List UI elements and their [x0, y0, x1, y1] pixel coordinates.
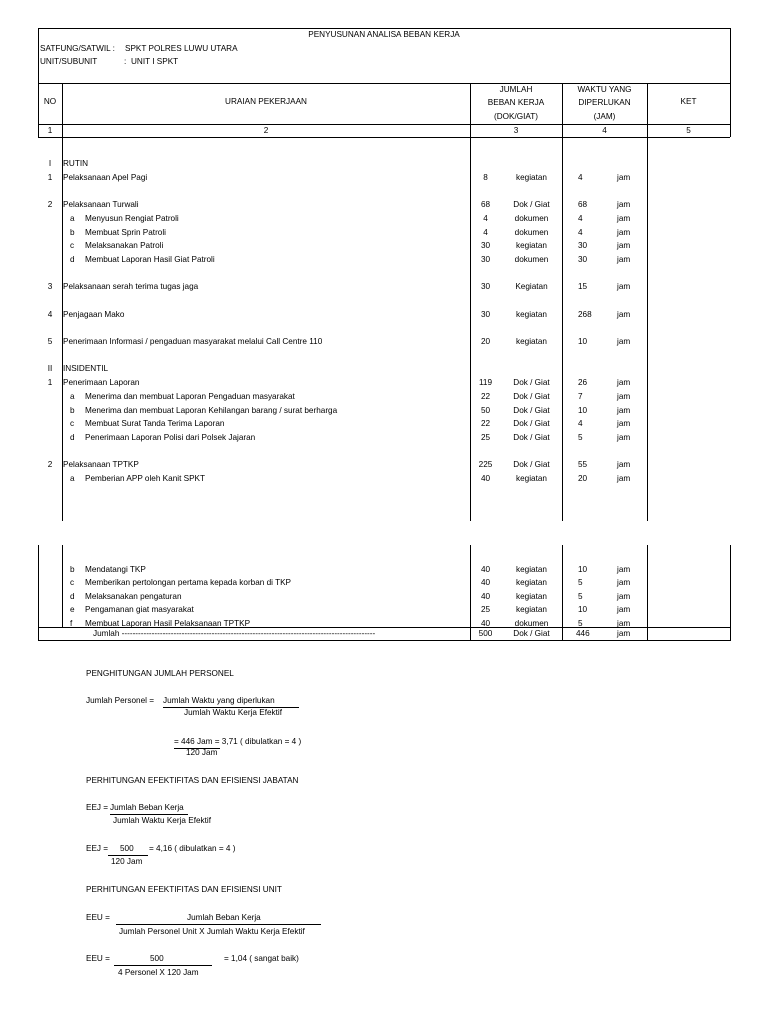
row-no: 4: [47, 310, 53, 319]
total-label: Jumlah ---------------------------------------------------------------------------------------------: [93, 629, 376, 638]
row-satuan: Dok / Giat: [513, 378, 550, 387]
row-jam: jam: [617, 460, 631, 469]
row-waktu: 4: [578, 214, 583, 223]
col-no-header: NO: [43, 97, 57, 106]
row-jumlah: 25: [480, 605, 491, 614]
eeu-lhs: EEU =: [86, 913, 110, 922]
row-jumlah: 40: [480, 578, 491, 587]
row-jumlah: 40: [480, 619, 491, 628]
row-waktu: 5: [578, 592, 583, 601]
row-jam: jam: [617, 406, 631, 415]
eeu2-denominator: 4 Personel X 120 Jam: [118, 968, 199, 977]
row-uraian: RUTIN: [63, 159, 89, 168]
row-sub: a: [70, 392, 75, 401]
row-satuan: kegiatan: [516, 337, 547, 346]
row-waktu: 10: [578, 337, 588, 346]
row-jumlah: 22: [480, 419, 491, 428]
row-satuan: kegiatan: [516, 592, 547, 601]
row-uraian: Pengamanan giat masyarakat: [85, 605, 194, 614]
row-satuan: kegiatan: [516, 565, 547, 574]
personel-result: = 446 Jam = 3,71 ( dibulatkan = 4 ): [174, 737, 302, 746]
row-uraian: INSIDENTIL: [63, 364, 109, 373]
row-waktu: 55: [578, 460, 588, 469]
personel-numerator: Jumlah Waktu yang diperlukan: [163, 696, 275, 705]
unit-value: UNIT I SPKT: [131, 57, 179, 66]
row-jam: jam: [617, 173, 631, 182]
total-jam: jam: [617, 629, 631, 638]
col-number-4: 4: [602, 126, 607, 135]
row-satuan: Dok / Giat: [513, 406, 550, 415]
row-jam: jam: [617, 214, 631, 223]
row-jam: jam: [617, 392, 631, 401]
row-jumlah: 4: [483, 214, 488, 223]
row-waktu: 30: [578, 241, 588, 250]
total-satuan: Dok / Giat: [513, 629, 550, 638]
row-uraian: Menerima dan membuat Laporan Pengaduan masyarakat: [85, 392, 295, 401]
row-satuan: dokumen: [514, 214, 549, 223]
row-uraian: Pelaksanaan TPTKP: [63, 460, 139, 469]
unit-label: UNIT/SUBUNIT: [40, 57, 98, 66]
col-number-1: 1: [47, 126, 53, 135]
row-waktu: 5: [578, 578, 583, 587]
row-jumlah: 50: [480, 406, 491, 415]
row-satuan: dokumen: [514, 255, 549, 264]
row-waktu: 4: [578, 173, 583, 182]
row-uraian: Menerima dan membuat Laporan Kehilangan barang / surat berharga: [85, 406, 338, 415]
row-sub: f: [70, 619, 73, 628]
eej-numerator: Jumlah Beban Kerja: [110, 803, 184, 812]
row-jumlah: 225: [478, 460, 493, 469]
row-sub: c: [70, 419, 75, 428]
row-uraian: Melaksanakan pengaturan: [85, 592, 182, 601]
col-number-5: 5: [686, 126, 691, 135]
row-jumlah: 25: [480, 433, 491, 442]
row-jam: jam: [617, 578, 631, 587]
row-jam: jam: [617, 337, 631, 346]
personel-result-den: 120 Jam: [186, 748, 218, 757]
row-jam: jam: [617, 378, 631, 387]
row-sub: a: [70, 474, 75, 483]
row-sub: e: [70, 605, 75, 614]
row-uraian: Penerimaan Informasi / pengaduan masyarakat melalui Call Centre 110: [63, 337, 323, 346]
row-jumlah: 30: [480, 255, 491, 264]
row-waktu: 20: [578, 474, 588, 483]
row-sub: c: [70, 578, 75, 587]
row-uraian: Mendatangi TKP: [85, 565, 146, 574]
row-satuan: kegiatan: [516, 241, 547, 250]
row-waktu: 10: [578, 406, 588, 415]
row-jumlah: 40: [480, 565, 491, 574]
eeu2-lhs: EEU =: [86, 954, 110, 963]
row-jumlah: 30: [480, 310, 491, 319]
col-ket-header: KET: [680, 97, 697, 106]
row-sub: b: [70, 565, 75, 574]
row-waktu: 68: [578, 200, 588, 209]
eej2-lhs: EEJ =: [86, 844, 109, 853]
row-jam: jam: [617, 592, 631, 601]
row-uraian: Membuat Laporan Hasil Pelaksanaan TPTKP: [85, 619, 251, 628]
row-no: I: [48, 159, 52, 168]
row-waktu: 10: [578, 605, 588, 614]
row-waktu: 26: [578, 378, 588, 387]
row-satuan: Dok / Giat: [513, 392, 550, 401]
row-jumlah: 40: [480, 474, 491, 483]
row-sub: b: [70, 406, 75, 415]
col-waktu-header-2: DIPERLUKAN: [578, 98, 631, 107]
row-jumlah: 68: [480, 200, 491, 209]
row-satuan: Dok / Giat: [513, 200, 550, 209]
row-jam: jam: [617, 605, 631, 614]
eeu-numerator: Jumlah Beban Kerja: [187, 913, 261, 922]
row-sub: d: [70, 433, 75, 442]
row-satuan: kegiatan: [516, 474, 547, 483]
eej2-result: = 4,16 ( dibulatkan = 4 ): [149, 844, 236, 853]
row-waktu: 4: [578, 228, 583, 237]
row-no: 1: [47, 378, 53, 387]
row-jam: jam: [617, 433, 631, 442]
unit-separator: :: [124, 57, 127, 66]
personel-denominator: Jumlah Waktu Kerja Efektif: [184, 708, 282, 717]
eeu-title: PERHITUNGAN EFEKTIFITAS DAN EFISIENSI UNIT: [86, 885, 282, 894]
eeu2-result: = 1,04 ( sangat baik): [224, 954, 299, 963]
row-jam: jam: [617, 228, 631, 237]
row-uraian: Pelaksanaan serah terima tugas jaga: [63, 282, 199, 291]
row-no: 1: [47, 173, 53, 182]
row-satuan: dokumen: [514, 228, 549, 237]
row-no: 2: [47, 200, 53, 209]
row-satuan: Dok / Giat: [513, 419, 550, 428]
row-satuan: Dok / Giat: [513, 460, 550, 469]
row-no: 3: [47, 282, 53, 291]
row-uraian: Melaksanakan Patroli: [85, 241, 164, 250]
col-waktu-header-1: WAKTU YANG: [577, 85, 632, 94]
row-satuan: Dok / Giat: [513, 433, 550, 442]
row-jumlah: 40: [480, 592, 491, 601]
row-uraian: Penjagaan Mako: [63, 310, 125, 319]
col-number-2: 2: [263, 126, 269, 135]
row-jumlah: 30: [480, 282, 491, 291]
eej2-denominator: 120 Jam: [111, 857, 143, 866]
row-jam: jam: [617, 474, 631, 483]
row-uraian: Memberikan pertolongan pertama kepada korban di TKP: [85, 578, 292, 587]
document-title: PENYUSUNAN ANALISA BEBAN KERJA: [308, 30, 460, 39]
row-jumlah: 4: [483, 228, 488, 237]
row-jam: jam: [617, 255, 631, 264]
row-uraian: Pelaksanaan Apel Pagi: [63, 173, 148, 182]
row-waktu: 10: [578, 565, 588, 574]
row-waktu: 5: [578, 619, 583, 628]
row-uraian: Pelaksanaan Turwali: [63, 200, 139, 209]
row-waktu: 15: [578, 282, 588, 291]
row-jam: jam: [617, 200, 631, 209]
row-uraian: Penerimaan Laporan Polisi dari Polsek Jajaran: [85, 433, 256, 442]
eej-denominator: Jumlah Waktu Kerja Efektif: [113, 816, 211, 825]
satfung-value: SPKT POLRES LUWU UTARA: [125, 44, 238, 53]
eeu2-numerator: 500: [150, 954, 164, 963]
col-uraian-header: URAIAN PEKERJAAN: [225, 97, 307, 106]
col-jumlah-header-1: JUMLAH: [499, 85, 533, 94]
row-uraian: Membuat Sprin Patroli: [85, 228, 166, 237]
row-satuan: kegiatan: [516, 578, 547, 587]
row-sub: d: [70, 592, 75, 601]
row-satuan: Kegiatan: [515, 282, 548, 291]
row-satuan: kegiatan: [516, 605, 547, 614]
row-sub: d: [70, 255, 75, 264]
row-no: 2: [47, 460, 53, 469]
eeu-denominator: Jumlah Personel Unit X Jumlah Waktu Kerja Efektif: [119, 927, 305, 936]
personel-lhs: Jumlah Personel =: [86, 696, 155, 705]
row-uraian: Membuat Laporan Hasil Giat Patroli: [85, 255, 215, 264]
row-satuan: dokumen: [514, 619, 549, 628]
row-waktu: 4: [578, 419, 583, 428]
row-jam: jam: [617, 419, 631, 428]
row-jumlah: 119: [478, 378, 493, 387]
row-jumlah: 20: [480, 337, 491, 346]
total-jumlah: 500: [478, 629, 493, 638]
row-uraian: Penerimaan Laporan: [63, 378, 140, 387]
row-waktu: 5: [578, 433, 583, 442]
total-waktu: 446: [576, 629, 590, 638]
row-jumlah: 30: [480, 241, 491, 250]
row-satuan: kegiatan: [516, 173, 547, 182]
col-jumlah-header-2: BEBAN KERJA: [487, 98, 545, 107]
col-jumlah-header-3: (DOK/GIAT): [494, 112, 538, 121]
row-waktu: 30: [578, 255, 588, 264]
col-number-3: 3: [513, 126, 519, 135]
row-sub: a: [70, 214, 75, 223]
col-waktu-header-3: (JAM): [593, 112, 616, 121]
row-uraian: Pemberian APP oleh Kanit SPKT: [85, 474, 206, 483]
eej-title: PERHITUNGAN EFEKTIFITAS DAN EFISIENSI JABATAN: [86, 776, 299, 785]
row-jam: jam: [617, 619, 631, 628]
row-uraian: Menyusun Rengiat Patroli: [85, 214, 179, 223]
row-no: II: [47, 364, 53, 373]
row-jam: jam: [617, 565, 631, 574]
row-waktu: 268: [578, 310, 592, 319]
row-no: 5: [47, 337, 53, 346]
eej-lhs: EEJ =: [86, 803, 109, 812]
satfung-label: SATFUNG/SATWIL :: [40, 44, 115, 53]
row-sub: c: [70, 241, 75, 250]
row-jumlah: 8: [483, 173, 488, 182]
row-jam: jam: [617, 241, 631, 250]
row-satuan: kegiatan: [516, 310, 547, 319]
personel-title: PENGHITUNGAN JUMLAH PERSONEL: [86, 669, 234, 678]
row-waktu: 7: [578, 392, 583, 401]
row-jam: jam: [617, 310, 631, 319]
row-sub: b: [70, 228, 75, 237]
row-jam: jam: [617, 282, 631, 291]
eej2-numerator: 500: [120, 844, 134, 853]
row-jumlah: 22: [480, 392, 491, 401]
row-uraian: Membuat Surat Tanda Terima Laporan: [85, 419, 225, 428]
